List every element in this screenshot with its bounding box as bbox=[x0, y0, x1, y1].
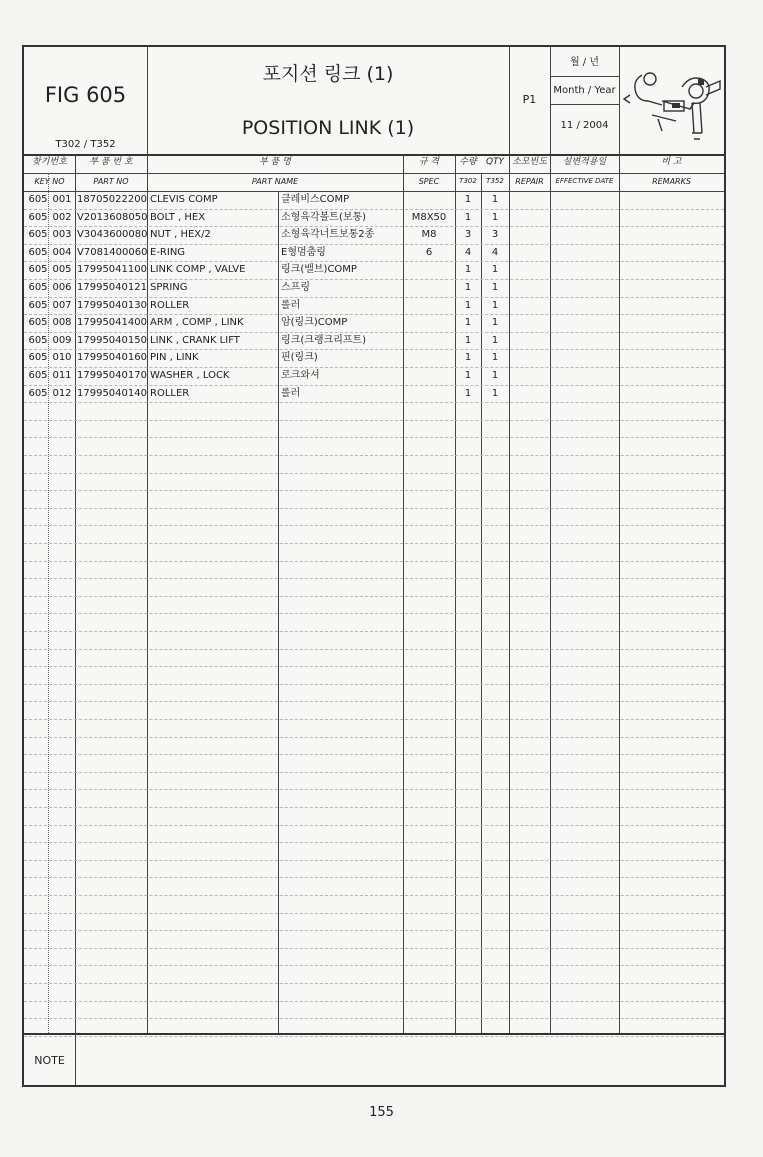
row-rule bbox=[24, 508, 724, 509]
row-part-no: 17995040170 bbox=[77, 370, 147, 381]
row-fig: 605 bbox=[28, 194, 48, 205]
row-part-no: V7081400060 bbox=[77, 247, 147, 258]
row-rule bbox=[24, 1018, 724, 1019]
divider bbox=[75, 1033, 76, 1085]
row-spec bbox=[403, 332, 455, 349]
row-spec: 6 bbox=[425, 247, 433, 258]
row-name-en: ARM , COMP , LINK bbox=[150, 317, 244, 328]
row-name-kr: 롤러 bbox=[281, 300, 301, 311]
row-fig: 605 bbox=[28, 352, 48, 363]
col-qty-t352: T352 bbox=[486, 177, 504, 185]
row-rule bbox=[24, 825, 724, 826]
col-qty-kr: 수량 bbox=[459, 157, 477, 167]
row-name-kr: 소형육각볼트(보통) bbox=[281, 212, 367, 223]
row-name-en: BOLT , HEX bbox=[150, 212, 206, 223]
row-spec bbox=[403, 314, 455, 331]
row-fig: 605 bbox=[28, 247, 48, 258]
row-fig: 605 bbox=[28, 264, 48, 275]
row-part-no: 17995040150 bbox=[77, 335, 147, 346]
row-rule bbox=[24, 473, 724, 474]
row-rule bbox=[24, 420, 724, 421]
divider bbox=[147, 47, 148, 155]
row-fig: 605 bbox=[28, 300, 48, 311]
row-spec bbox=[403, 261, 455, 278]
row-name-en: NUT , HEX/2 bbox=[150, 229, 211, 240]
row-qty-t352: 3 bbox=[491, 229, 499, 240]
row-key: 001 bbox=[52, 194, 72, 205]
row-qty-t352: 1 bbox=[491, 212, 499, 223]
row-key: 008 bbox=[52, 317, 72, 328]
row-part-no: 17995040160 bbox=[77, 352, 147, 363]
row-rule bbox=[24, 1036, 724, 1037]
divider bbox=[550, 76, 619, 77]
row-qty-t302: 1 bbox=[464, 352, 472, 363]
row-fig: 605 bbox=[28, 282, 48, 293]
table-row bbox=[24, 226, 724, 243]
row-part-no: 17995040140 bbox=[77, 388, 147, 399]
row-part-no: 17995040121 bbox=[77, 282, 147, 293]
row-fig: 605 bbox=[28, 370, 48, 381]
table-row bbox=[24, 261, 724, 278]
row-name-kr: 롤러 bbox=[281, 388, 301, 399]
table-row bbox=[24, 367, 724, 384]
title-english: POSITION LINK (1) bbox=[241, 117, 415, 139]
row-key: 005 bbox=[52, 264, 72, 275]
col-qty-en: QTY bbox=[485, 157, 505, 167]
row-qty-t302: 1 bbox=[464, 264, 472, 275]
col-key-kr: 찾기번호 bbox=[32, 157, 67, 167]
row-rule bbox=[24, 842, 724, 843]
row-name-en: PIN , LINK bbox=[150, 352, 199, 363]
note-label: NOTE bbox=[34, 1054, 65, 1067]
row-name-kr: 링크(크랭크리프트) bbox=[281, 335, 367, 346]
row-qty-t352: 1 bbox=[491, 300, 499, 311]
table-row bbox=[24, 349, 724, 366]
row-key: 007 bbox=[52, 300, 72, 311]
row-qty-t352: 1 bbox=[491, 194, 499, 205]
row-rule bbox=[24, 1001, 724, 1002]
row-qty-t352: 4 bbox=[491, 247, 499, 258]
row-rule bbox=[24, 631, 724, 632]
row-qty-t352: 1 bbox=[491, 282, 499, 293]
row-qty-t302: 1 bbox=[464, 194, 472, 205]
col-key-en: KEY NO bbox=[34, 177, 65, 186]
row-qty-t352: 1 bbox=[491, 335, 499, 346]
row-rule bbox=[24, 490, 724, 491]
row-rule bbox=[24, 754, 724, 755]
row-name-en: LINK COMP , VALVE bbox=[150, 264, 246, 275]
month-year-kr: 월 / 년 bbox=[569, 57, 600, 68]
row-spec bbox=[403, 349, 455, 366]
row-rule bbox=[24, 948, 724, 949]
row-rule bbox=[24, 666, 724, 667]
row-name-kr: 스프링 bbox=[281, 282, 310, 293]
row-rule bbox=[24, 719, 724, 720]
row-name-kr: 로크와셔 bbox=[281, 370, 320, 381]
row-qty-t352: 1 bbox=[491, 317, 499, 328]
row-qty-t302: 1 bbox=[464, 212, 472, 223]
row-spec bbox=[403, 191, 455, 208]
row-name-kr: 클레비스COMP bbox=[281, 194, 350, 205]
row-qty-t352: 1 bbox=[491, 352, 499, 363]
page-number: 155 bbox=[369, 1105, 394, 1120]
table-row bbox=[24, 332, 724, 349]
col-qty-t302: T302 bbox=[459, 177, 477, 185]
row-rule bbox=[24, 807, 724, 808]
row-part-no: V3043600080 bbox=[77, 229, 147, 240]
row-rule bbox=[24, 737, 724, 738]
divider bbox=[550, 104, 619, 105]
row-rule bbox=[24, 578, 724, 579]
row-spec bbox=[403, 297, 455, 314]
row-key: 003 bbox=[52, 229, 72, 240]
row-spec bbox=[403, 367, 455, 384]
row-name-kr: 핀(링크) bbox=[281, 352, 318, 363]
row-fig: 605 bbox=[28, 212, 48, 223]
row-qty-t302: 3 bbox=[464, 229, 472, 240]
row-qty-t302: 1 bbox=[464, 282, 472, 293]
row-rule bbox=[24, 913, 724, 914]
row-qty-t352: 1 bbox=[491, 264, 499, 275]
col-spec-kr: 규 격 bbox=[418, 157, 440, 167]
row-part-no: 17995040130 bbox=[77, 300, 147, 311]
row-name-en: LINK , CRANK LIFT bbox=[150, 335, 240, 346]
row-rule bbox=[24, 895, 724, 896]
row-spec: M8 bbox=[421, 229, 437, 240]
row-rule bbox=[24, 772, 724, 773]
row-key: 009 bbox=[52, 335, 72, 346]
row-rule bbox=[24, 543, 724, 544]
row-key: 012 bbox=[52, 388, 72, 399]
divider bbox=[619, 47, 620, 155]
divider bbox=[455, 173, 509, 174]
row-rule bbox=[24, 437, 724, 438]
row-key: 011 bbox=[52, 370, 72, 381]
revision-date: 11 / 2004 bbox=[560, 120, 609, 131]
row-name-en: CLEVIS COMP bbox=[150, 194, 218, 205]
table-row bbox=[24, 279, 724, 296]
row-rule bbox=[24, 613, 724, 614]
parts-sheet bbox=[22, 45, 726, 1087]
col-effective-en: EFFECTIVE DATE bbox=[555, 177, 614, 185]
row-name-kr: 링크(밸브)COMP bbox=[281, 264, 357, 275]
row-name-kr: 소형육각너트보통2종 bbox=[281, 229, 375, 240]
row-rule bbox=[24, 983, 724, 984]
row-key: 004 bbox=[52, 247, 72, 258]
row-rule bbox=[24, 596, 724, 597]
row-part-no: 17995041100 bbox=[77, 264, 147, 275]
row-name-kr: 암(링크)COMP bbox=[281, 317, 348, 328]
table-row bbox=[24, 191, 724, 208]
fig-number: FIG 605 bbox=[44, 83, 127, 107]
table-row bbox=[24, 385, 724, 402]
col-effective-kr: 설변적용일 bbox=[562, 157, 607, 167]
row-fig: 605 bbox=[28, 335, 48, 346]
col-repair-kr: 소모빈도 bbox=[512, 157, 547, 167]
table-row bbox=[24, 209, 724, 226]
table-row bbox=[24, 244, 724, 261]
col-remarks-kr: 비 고 bbox=[661, 157, 682, 167]
row-rule bbox=[24, 965, 724, 966]
row-rule bbox=[24, 789, 724, 790]
row-rule bbox=[24, 684, 724, 685]
row-name-en: E-RING bbox=[150, 247, 186, 258]
row-qty-t302: 1 bbox=[464, 370, 472, 381]
row-key: 002 bbox=[52, 212, 72, 223]
table-row bbox=[24, 297, 724, 314]
col-repair-en: REPAIR bbox=[515, 177, 544, 186]
row-name-en: ROLLER bbox=[150, 388, 190, 399]
month-year-en: Month / Year bbox=[553, 85, 616, 96]
row-qty-t352: 1 bbox=[491, 388, 499, 399]
part-illustration-icon bbox=[622, 57, 724, 149]
row-name-en: SPRING bbox=[150, 282, 188, 293]
row-qty-t302: 1 bbox=[464, 335, 472, 346]
row-key: 006 bbox=[52, 282, 72, 293]
row-part-no: 18705022200 bbox=[77, 194, 147, 205]
row-name-en: WASHER , LOCK bbox=[150, 370, 230, 381]
row-rule bbox=[24, 455, 724, 456]
row-fig: 605 bbox=[28, 229, 48, 240]
table-row bbox=[24, 314, 724, 331]
row-rule bbox=[24, 930, 724, 931]
row-qty-t302: 1 bbox=[464, 388, 472, 399]
row-part-no: 17995041400 bbox=[77, 317, 147, 328]
col-remarks-en: REMARKS bbox=[652, 177, 691, 186]
row-spec: M8X50 bbox=[411, 212, 447, 223]
col-partname-en: PART NAME bbox=[251, 177, 299, 186]
row-spec bbox=[403, 385, 455, 402]
parts-table-body bbox=[24, 191, 724, 1033]
row-qty-t302: 4 bbox=[464, 247, 472, 258]
row-rule bbox=[24, 860, 724, 861]
col-partname-kr: 부 품 명 bbox=[259, 157, 291, 167]
row-name-en: ROLLER bbox=[150, 300, 190, 311]
row-qty-t302: 1 bbox=[464, 300, 472, 311]
row-rule bbox=[24, 877, 724, 878]
row-rule bbox=[24, 525, 724, 526]
note-rule bbox=[24, 1033, 724, 1035]
row-name-kr: E형멈춤링 bbox=[281, 247, 326, 258]
col-spec-en: SPEC bbox=[418, 177, 440, 186]
row-rule bbox=[24, 649, 724, 650]
col-partno-kr: 부 품 번 호 bbox=[89, 157, 133, 167]
col-partno-en: PART NO bbox=[93, 177, 129, 186]
row-rule bbox=[24, 402, 724, 403]
row-spec bbox=[403, 279, 455, 296]
page-label: P1 bbox=[522, 93, 537, 106]
row-rule bbox=[24, 701, 724, 702]
title-korean: 포지션 링크 (1) bbox=[262, 63, 394, 85]
row-part-no: V2013608050 bbox=[77, 212, 147, 223]
row-key: 010 bbox=[52, 352, 72, 363]
row-qty-t302: 1 bbox=[464, 317, 472, 328]
model-label: T302 / T352 bbox=[55, 139, 116, 150]
row-fig: 605 bbox=[28, 317, 48, 328]
row-fig: 605 bbox=[28, 388, 48, 399]
row-qty-t352: 1 bbox=[491, 370, 499, 381]
row-rule bbox=[24, 561, 724, 562]
